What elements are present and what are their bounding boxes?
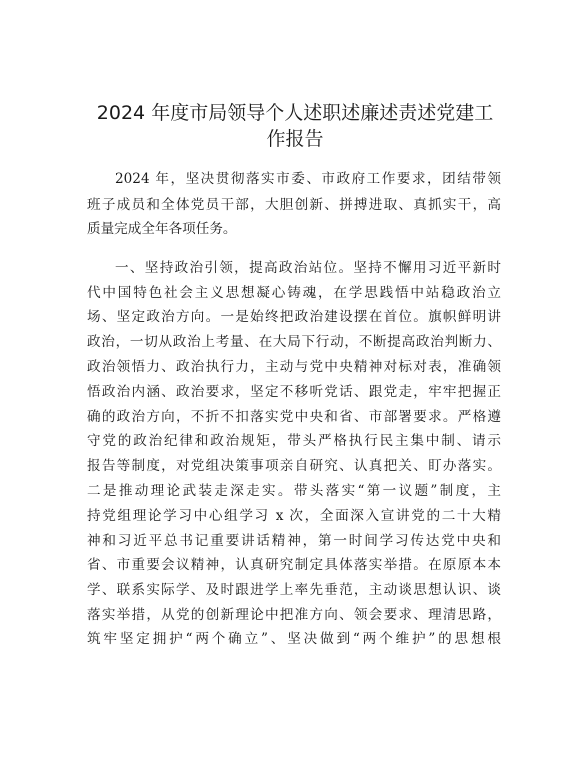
paragraph-2-line: 报告等制度，对党组决策事项亲自研究、认真把关、盯办落实。	[87, 458, 501, 474]
document-title-line-2: 作报告	[266, 128, 324, 150]
document-title-line-1: 2024 年度市局领导个人述职述廉述责述党建工	[96, 102, 494, 124]
paragraph-2-line: 政治领悟力、政治执行力，主动与党中央精神对标对表，准确领	[87, 359, 501, 375]
paragraph-1-line: 2024 年，坚决贯彻落实市委、市政府工作要求，团结带领	[115, 171, 501, 187]
paragraph-2-line: 一、坚持政治引领，提高政治站位。坚持不懈用习近平新时	[115, 260, 501, 276]
paragraph-1-line: 质量完成全年各项任务。	[87, 221, 237, 237]
paragraph-1-line: 班子成员和全体党员干部，大胆创新、拼搏进取、真抓实干，高	[87, 197, 501, 213]
paragraph-2-line: 落实举措，从党的创新理论中把准方向、领会要求、理清思路，	[87, 607, 501, 623]
paragraph-2-line: 场、坚定政治方向。一是始终把政治建设摆在首位。旗帜鲜明讲	[87, 309, 501, 325]
paragraph-2-line: 筑牢坚定拥护“两个确立”、坚决做到“两个维护”的思想根	[87, 631, 501, 647]
paragraph-2-line: 学、联系实际学、及时跟进学上率先垂范，主动谈思想认识、谈	[87, 582, 501, 598]
paragraph-2-line: 代中国特色社会主义思想凝心铸魂，在学思践悟中站稳政治立	[87, 285, 501, 301]
paragraph-2-line: 二是推动理论武装走深走实。带头落实“第一议题”制度，主	[87, 483, 501, 499]
paragraph-2-line: 悟政治内涵、政治要求，坚定不移听党话、跟党走，牢牢把握正	[87, 384, 501, 400]
paragraph-2-line: 神和习近平总书记重要讲话精神，第一时间学习传达党中央和	[87, 533, 501, 549]
paragraph-2-line: 政治，一切从政治上考量、在大局下行动，不断提高政治判断力、	[87, 334, 501, 350]
paragraph-2-line: 守党的政治纪律和政治规矩，带头严格执行民主集中制、请示	[87, 433, 501, 449]
paragraph-2-line: 省、市重要会议精神，认真研究制定具体落实举措。在原原本本	[87, 557, 501, 573]
paragraph-2-line: 持党组理论学习中心组学习 x 次，全面深入宣讲党的二十大精	[87, 508, 501, 524]
paragraph-2-line: 确的政治方向，不折不扣落实党中央和省、市部署要求。严格遵	[87, 409, 501, 425]
